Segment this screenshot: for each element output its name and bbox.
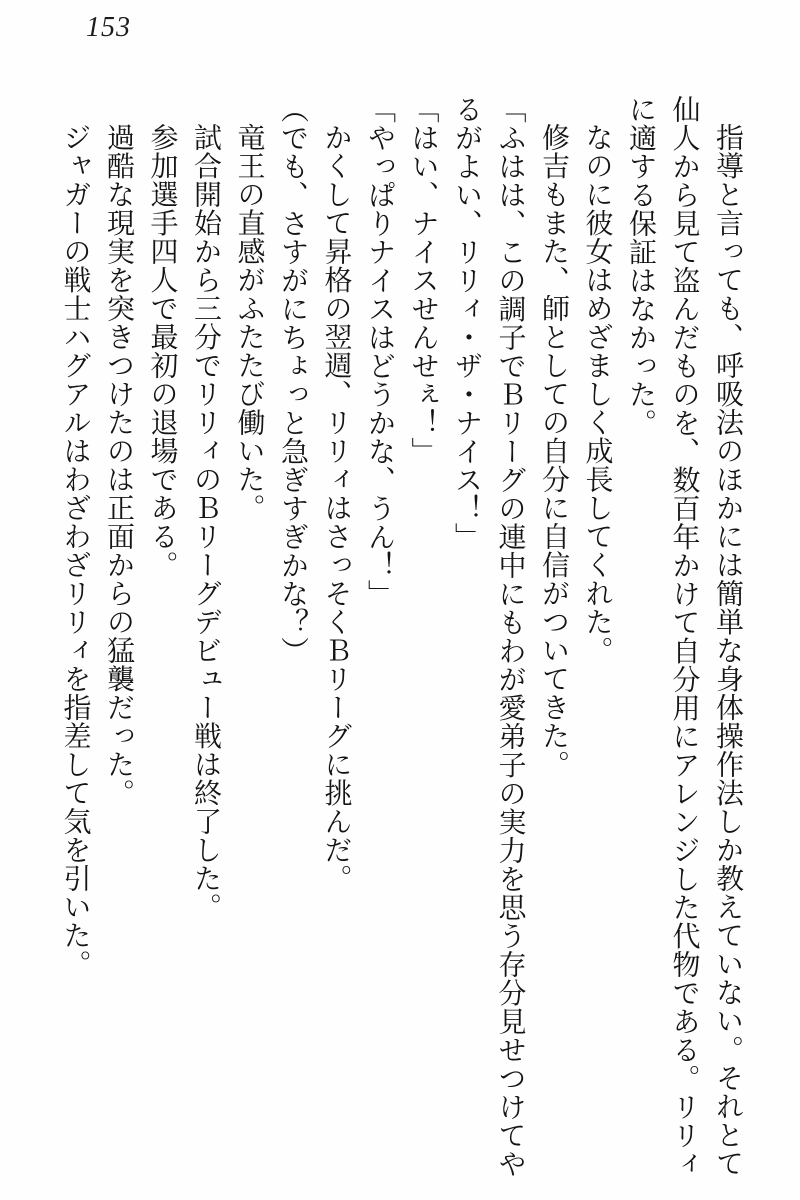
paragraph: 竜王の直感がふたたび働いた。	[233, 123, 265, 522]
paragraph: ジャガーの戦士ハグアルはわざわざリリィを指差して気を引いた。	[59, 123, 91, 978]
paragraph: かくして昇格の翌週、リリィはさっそくＢリーグに挑んだ。	[320, 123, 352, 893]
paragraph: 試合開始から三分でリリィのＢリーグデビュー戦は終了した。	[190, 123, 221, 921]
paragraph: 「ふはは、この調子でＢリーグの連中にもわが愛弟子の実力を思う存分見せつけてやるがよい、リリィ・ザ・ナイス！」	[451, 95, 526, 1178]
paragraph: 指導と言っても、呼吸法のほかには簡単な身体操作法しか教えていない。それとて仙人から見て盗んだものを、数百年かけて自分用にアレンジした代物である。リリィに適する保証はなかった。	[625, 95, 743, 1178]
paragraph: （でも、さすがにちょっと急ぎすぎかな？）	[277, 95, 308, 665]
paragraph: 「はい、ナイスせんせぇ！」	[407, 95, 439, 466]
paragraph: 「やっぱりナイスはどうかな、うん！」	[364, 95, 395, 608]
paragraph: なのに彼女はめざましく成長してくれた。	[581, 123, 613, 665]
page-number: 153	[86, 12, 131, 43]
paragraph: 修吉もまた、師としての自分に自信がついてきた。	[538, 123, 569, 779]
paragraph: 過酷な現実を突きつけたのは正面からの猛襲だった。	[103, 123, 134, 807]
text-block	[53, 95, 749, 1187]
paragraph: 参加選手四人で最初の退場である。	[146, 123, 178, 579]
